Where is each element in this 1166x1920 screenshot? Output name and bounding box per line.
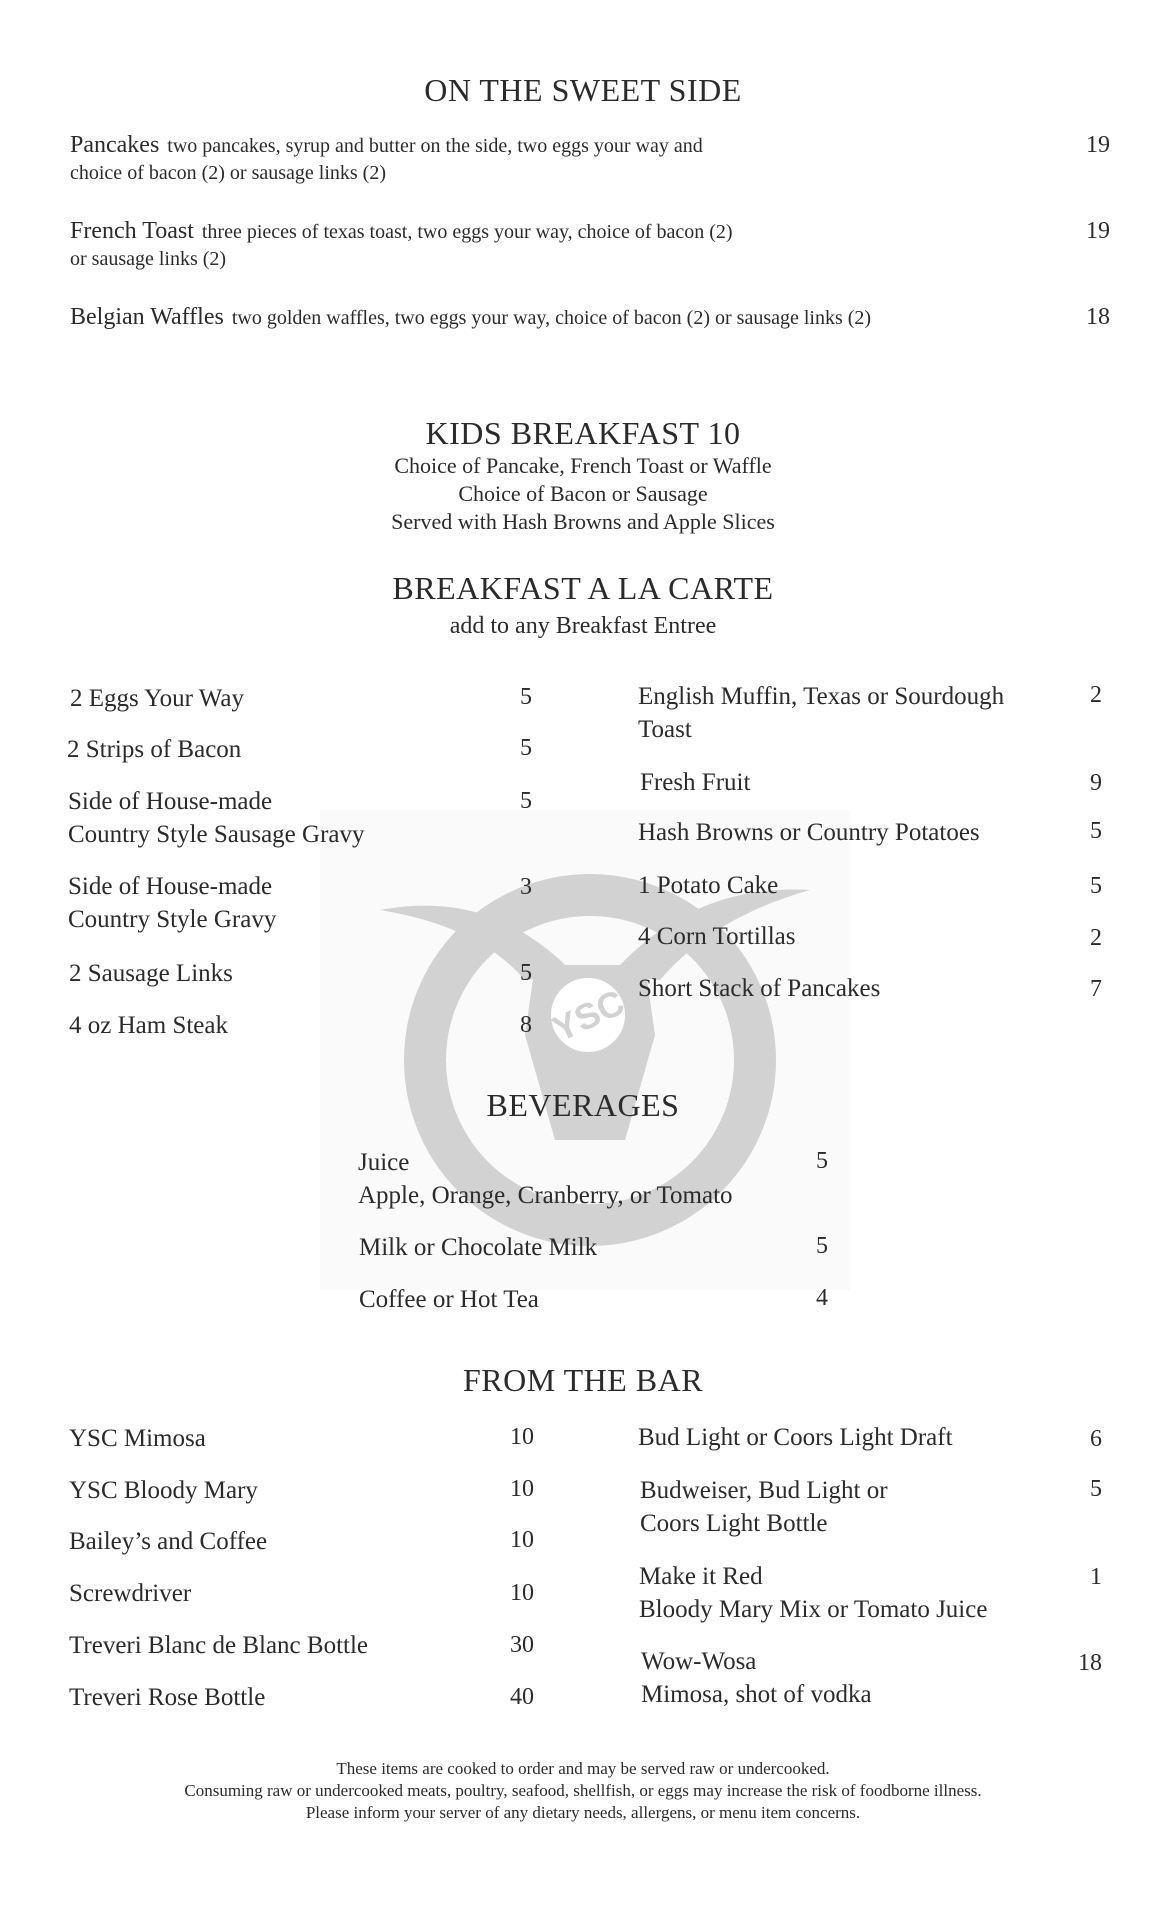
alacarte-item	[68, 870, 276, 936]
item-line: Side of House-made	[68, 788, 273, 815]
item-description: two pancakes, syrup and butter on the side, two eggs your way and	[167, 135, 703, 157]
beverage-item	[358, 1146, 733, 1212]
kids-line: Served with Hash Browns and Apple Slices	[391, 509, 775, 534]
alacarte-subtitle: add to any Breakfast Entree	[449, 613, 717, 639]
alacarte-price: 5	[520, 788, 532, 814]
item-description: two golden waffles, two eggs your way, choice of bacon (2) or sausage links (2)	[231, 307, 872, 329]
alacarte-price: 2	[1090, 925, 1102, 951]
item-line: Toast	[638, 716, 692, 743]
alacarte-item	[68, 785, 364, 851]
item-line: Budweiser, Bud Light or	[640, 1477, 888, 1504]
item-description-cont: choice of bacon (2) or sausage links (2)	[70, 162, 386, 184]
beverage-item: Milk or Chocolate Milk	[359, 1234, 598, 1261]
kids-breakfast-heading: KIDS BREAKFAST 10	[425, 415, 741, 451]
alacarte-item	[638, 680, 1004, 746]
bar-price: 10	[510, 1527, 534, 1553]
bar-item: Treveri Blanc de Blanc Bottle	[69, 1632, 369, 1659]
item-price: 18	[1086, 304, 1110, 330]
alacarte-item: Hash Browns or Country Potatoes	[638, 819, 980, 846]
logo-lettering: YSC	[546, 981, 631, 1050]
bar-item: Bailey’s and Coffee	[69, 1528, 268, 1555]
bar-price: 18	[1078, 1650, 1102, 1676]
footer-disclaimer-line: These items are cooked to order and may be served raw or undercooked.	[336, 1759, 830, 1778]
bar-item	[639, 1560, 987, 1626]
bar-price: 10	[510, 1476, 534, 1502]
item-name: Pancakes	[70, 132, 160, 158]
alacarte-price: 2	[1090, 682, 1102, 708]
kids-line: Choice of Pancake, French Toast or Waffle	[394, 453, 772, 478]
alacarte-item: 2 Sausage Links	[69, 960, 233, 987]
beverage-item: Coffee or Hot Tea	[359, 1286, 539, 1313]
alacarte-item: Short Stack of Pancakes	[638, 975, 881, 1002]
bar-item	[641, 1645, 872, 1711]
bar-heading: FROM THE BAR	[462, 1362, 704, 1398]
alacarte-item: 4 Corn Tortillas	[638, 923, 796, 950]
item-line: English Muffin, Texas or Sourdough	[638, 683, 1005, 710]
bar-item: YSC Bloody Mary	[69, 1477, 258, 1504]
item-line: Mimosa, shot of vodka	[641, 1681, 872, 1708]
menu-item-pancakes	[70, 132, 1110, 187]
bar-price: 6	[1090, 1426, 1102, 1452]
alacarte-item: 2 Eggs Your Way	[70, 685, 244, 712]
alacarte-price: 9	[1090, 770, 1102, 796]
alacarte-price: 5	[520, 735, 532, 761]
item-line: Country Style Gravy	[68, 906, 277, 933]
alacarte-heading: BREAKFAST A LA CARTE	[392, 570, 774, 606]
alacarte-price: 5	[1090, 873, 1102, 899]
alacarte-item: 1 Potato Cake	[638, 872, 779, 899]
item-line: Coors Light Bottle	[640, 1510, 828, 1537]
alacarte-item: Fresh Fruit	[640, 769, 751, 796]
alacarte-price: 5	[520, 960, 532, 986]
bar-item: Bud Light or Coors Light Draft	[638, 1424, 953, 1451]
bar-price: 1	[1090, 1564, 1102, 1590]
menu-item-french-toast	[70, 218, 1110, 273]
beverage-price: 5	[816, 1148, 828, 1174]
footer-disclaimer-line: Please inform your server of any dietary needs, allergens, or menu item concerns.	[305, 1803, 861, 1822]
item-price: 19	[1086, 218, 1110, 244]
item-line: Country Style Sausage Gravy	[68, 821, 365, 848]
item-line: Bloody Mary Mix or Tomato Juice	[639, 1596, 988, 1623]
beverage-price: 5	[816, 1233, 828, 1259]
beverage-price: 4	[816, 1285, 828, 1311]
alacarte-price: 7	[1090, 976, 1102, 1002]
bar-price: 10	[510, 1424, 534, 1450]
bar-price: 5	[1090, 1476, 1102, 1502]
bar-item: YSC Mimosa	[69, 1425, 206, 1452]
alacarte-price: 3	[520, 874, 532, 900]
item-description: three pieces of texas toast, two eggs your way, choice of bacon (2)	[201, 221, 733, 243]
alacarte-item: 2 Strips of Bacon	[67, 736, 242, 763]
kids-line: Choice of Bacon or Sausage	[458, 481, 708, 506]
alacarte-price: 5	[1090, 818, 1102, 844]
bar-item	[640, 1474, 888, 1540]
sweet-side-heading: ON THE SWEET SIDE	[424, 72, 742, 108]
item-line: Make it Red	[639, 1563, 763, 1590]
item-name: French Toast	[70, 218, 194, 244]
bar-price: 10	[510, 1580, 534, 1606]
bar-price: 30	[510, 1632, 534, 1658]
item-line: Juice	[358, 1149, 410, 1176]
item-description-cont: or sausage links (2)	[70, 248, 227, 270]
alacarte-item: 4 oz Ham Steak	[69, 1012, 228, 1039]
item-name: Belgian Waffles	[70, 304, 224, 330]
item-price: 19	[1086, 132, 1110, 158]
menu-item-belgian-waffles	[70, 304, 1110, 331]
beverages-heading: BEVERAGES	[486, 1087, 680, 1123]
footer-disclaimer-line: Consuming raw or undercooked meats, poultry, seafood, shellfish, or eggs may increase the risk of foodborne illness.	[184, 1781, 982, 1800]
bar-price: 40	[510, 1684, 534, 1710]
item-line: Side of House-made	[68, 873, 273, 900]
alacarte-price: 8	[520, 1012, 532, 1038]
bar-item: Screwdriver	[69, 1580, 192, 1607]
item-line: Wow-Wosa	[641, 1648, 757, 1675]
item-line: Apple, Orange, Cranberry, or Tomato	[358, 1182, 733, 1209]
bar-item: Treveri Rose Bottle	[69, 1684, 266, 1711]
alacarte-price: 5	[520, 684, 532, 710]
